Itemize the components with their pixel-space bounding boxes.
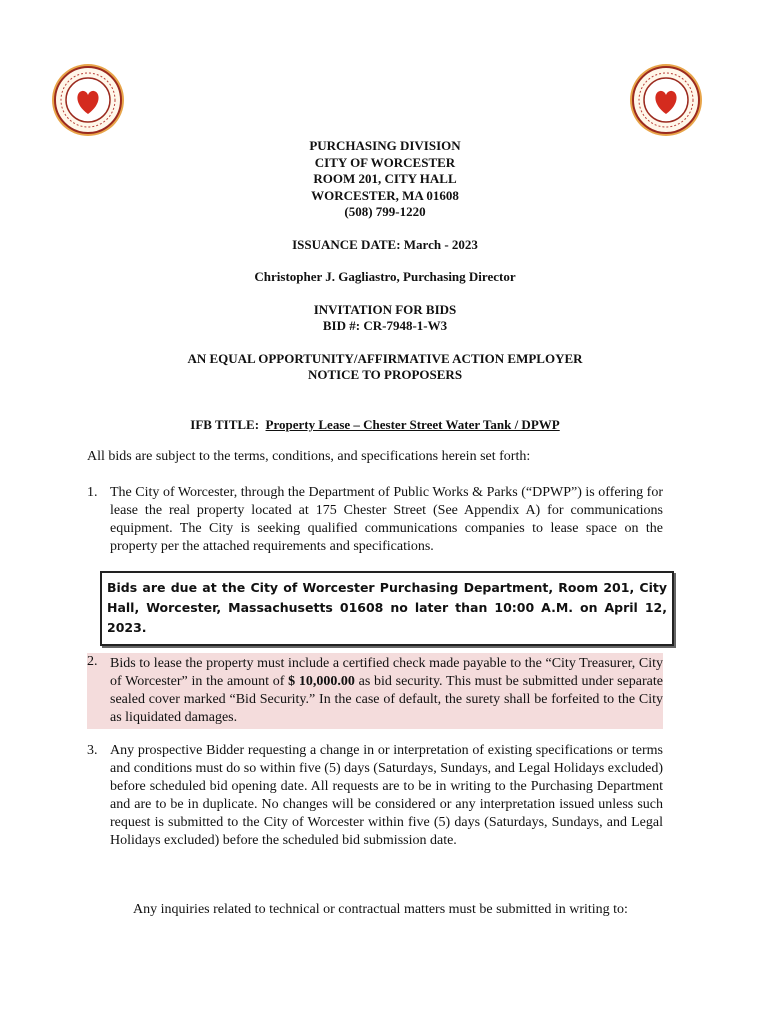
bid-security-amount: $ 10,000.00 (288, 674, 355, 689)
item-text-after: as bid security. This must be submitted under separate sealed cover marked “Bid Security.” In the case of default, the surety shall be forfeited to the City as liquidated damages. (110, 674, 664, 725)
issuance-date: ISSUANCE DATE: March - 2023 (292, 236, 478, 252)
room-line: ROOM 201, CITY HALL (313, 171, 457, 186)
city-seal-right (628, 62, 704, 138)
invitation-line: INVITATION FOR BIDS (313, 301, 457, 317)
item-text: Any prospective Bidder requesting a change in or interpretation of existing specifications or terms and conditions must do so within five (5) days (Saturdays, Sundays, and Legal Holidays excluded) before scheduled bid opening date. All requests are to be in writing to the Purchasing Department and are to be in duplicate. No changes will be considered or any interpretation issued unless such request is submitted to the City of Worcester within five (5) days (Saturdays, Sundays, and Legal Holidays excluded) before the scheduled bid submission date. (110, 743, 663, 848)
intro-text: All bids are subject to the terms, conditions, and specifications herein set forth: (87, 449, 531, 464)
ifb-title-text: Property Lease – Chester Street Water Tank / DPWP (265, 417, 560, 432)
director-line: Christopher J. Gagliastro, Purchasing Director (254, 269, 516, 284)
list-item (87, 742, 663, 850)
eeo-line: AN EQUAL OPPORTUNITY/AFFIRMATIVE ACTION EMPLOYER (187, 350, 583, 366)
item-number: 1. (87, 485, 98, 500)
seal-icon (50, 62, 126, 138)
item-number: 2. (87, 654, 98, 669)
item-number: 3. (87, 743, 98, 758)
document-header (0, 138, 770, 384)
bid-number: BID #: CR-7948-1-W3 (322, 318, 448, 333)
item-text: The City of Worcester, through the Department of Public Works & Parks (“DPWP”) is offering for lease the real property located at 175 Chester Street (See Appendix A) for communications equipment. The City is seeking qualified communications companies to lease space on the property per the attached requirements and specifications. (110, 485, 663, 554)
ifb-label: IFB TITLE: (190, 417, 260, 432)
phone-line: (508) 799-1220 (344, 204, 426, 219)
city-name: CITY OF WORCESTER (314, 154, 456, 170)
list-item (87, 653, 663, 729)
division-name: PURCHASING DIVISION (309, 138, 461, 153)
city-seal-left (50, 62, 126, 138)
address-line: WORCESTER, MA 01608 (311, 187, 459, 203)
bid-due-notice: Bids are due at the City of Worcester Purchasing Department, Room 201, City Hall, Worcester, Massachusetts 01608 no later than 10:00 A.M. on April 12, 2023. (100, 571, 674, 646)
seal-icon (628, 62, 704, 138)
notice-line: NOTICE TO PROPOSERS (307, 367, 463, 382)
ifb-title (0, 417, 750, 433)
inquiries-text: Any inquiries related to technical or contractual matters must be submitted in writing to: (133, 902, 628, 917)
item-text (110, 655, 663, 727)
item-text-before: Bids to lease the property must include a certified check made payable to the “City Treasurer, City of Worcester” in the amount of (110, 656, 663, 689)
list-item (87, 484, 663, 556)
